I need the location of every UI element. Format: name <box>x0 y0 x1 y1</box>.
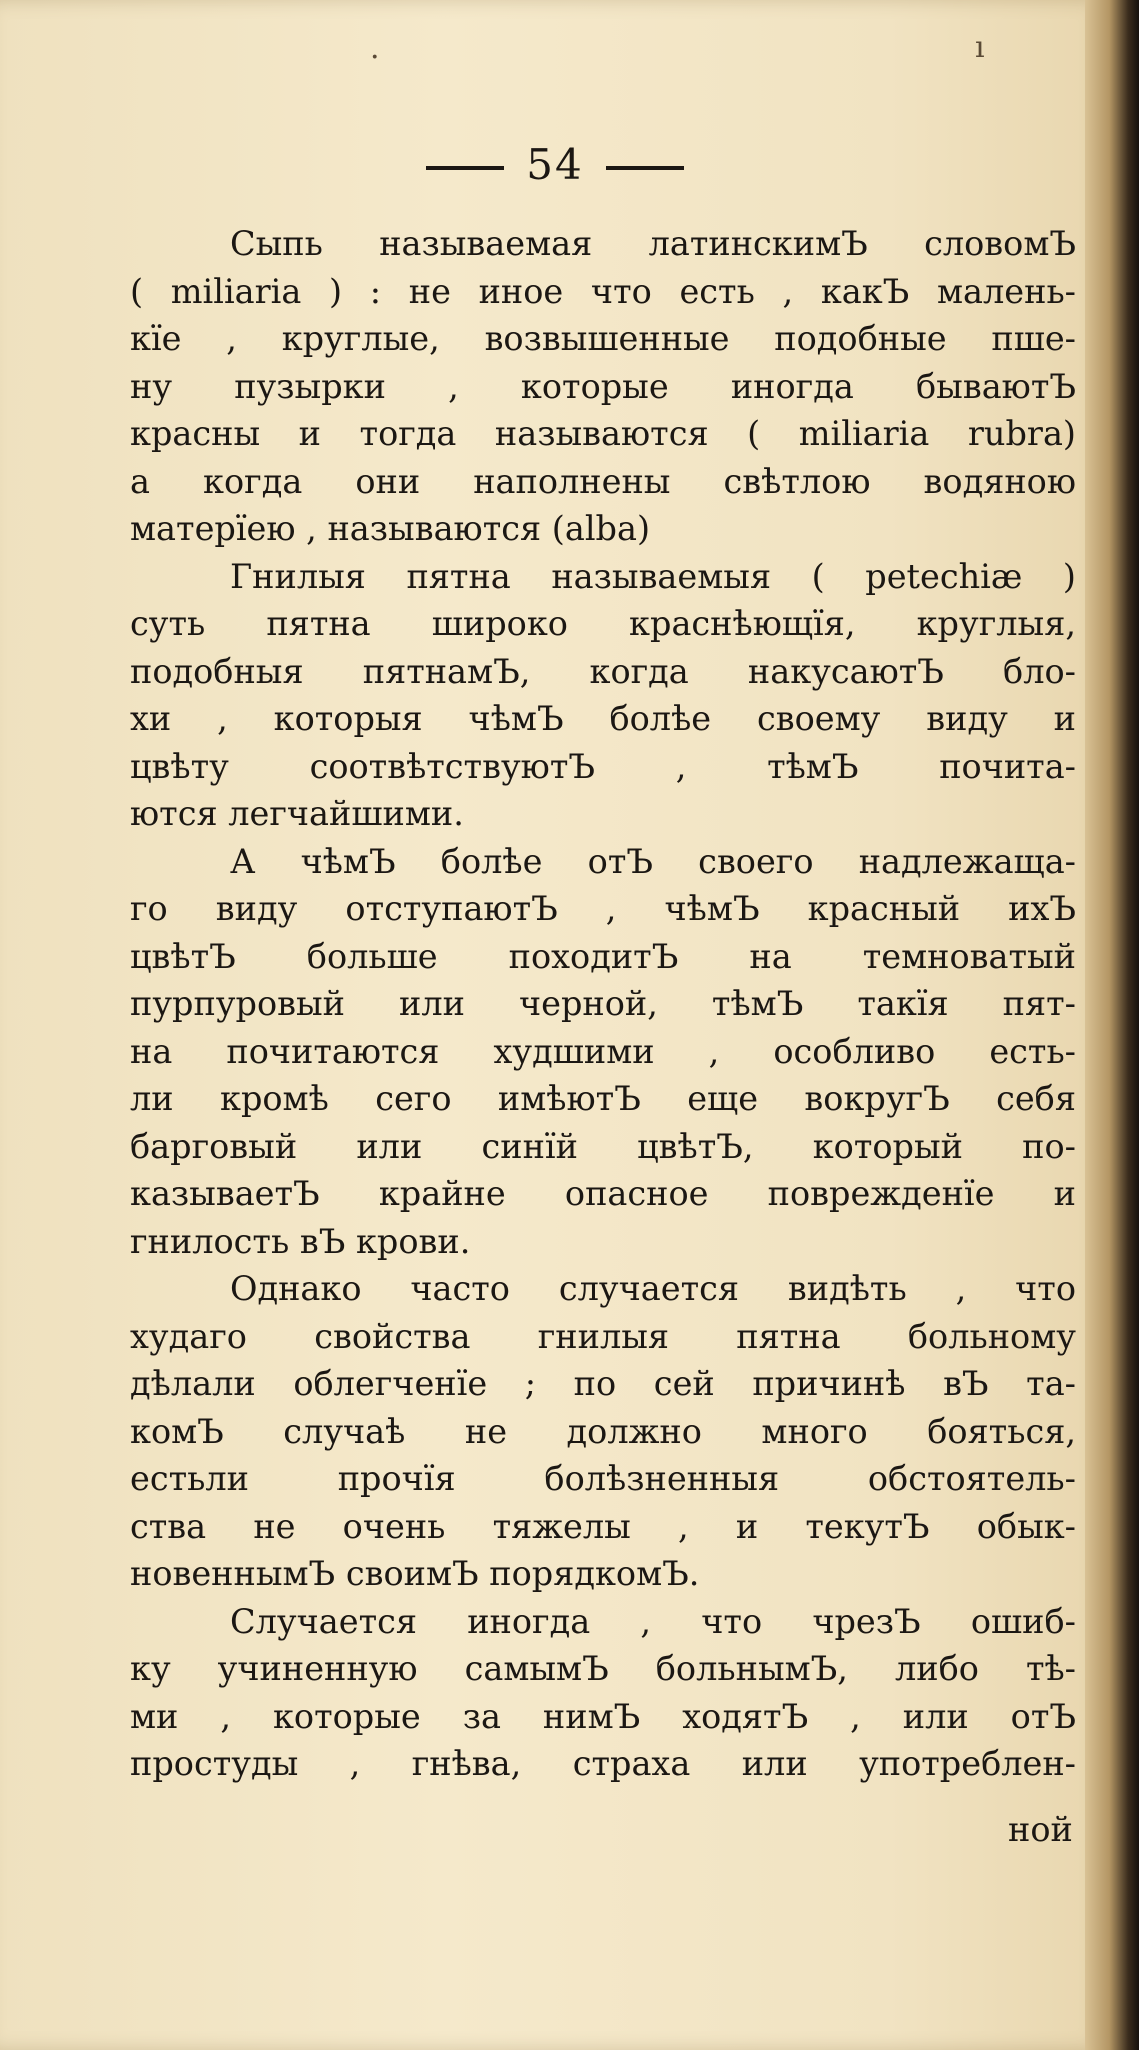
text-line: ку учиненную самымЪ больнымЪ, либо тѣ- <box>130 1649 1076 1688</box>
text-line: Случается иногда , что чрезЪ ошиб- <box>230 1601 1076 1641</box>
right-dash <box>606 166 684 170</box>
text-line: подобныя пятнамЪ, когда накусаютЪ бло- <box>130 651 1076 691</box>
text-line: ( miliaria ) : не иное что есть , какЪ малень- <box>130 271 1076 311</box>
ink-speck: ı <box>975 30 985 65</box>
text-line: кїе , круглые, возвышенные подобные пше- <box>130 319 1076 358</box>
text-line: го виду отступаютЪ , чѣмЪ красный ихЪ <box>130 889 1076 928</box>
text-line: Сыпь называемая латинскимЪ словомЪ <box>230 224 1076 263</box>
text-line: Однако часто случается видѣть , что <box>230 1269 1076 1308</box>
ink-speck: · <box>370 40 380 75</box>
paragraph <box>130 220 1076 553</box>
text-line: а когда они наполнены свѣтлою водяною <box>130 461 1076 501</box>
paragraph <box>130 838 1076 1266</box>
body-text <box>130 220 1076 1788</box>
paragraph <box>130 553 1076 838</box>
text-line: комЪ случаѣ не должно много бояться, <box>130 1411 1076 1451</box>
page-number: 54 <box>526 140 584 189</box>
text-line: пурпуровый или черной, тѣмЪ такїя пят- <box>130 984 1076 1023</box>
text-line: простуды , гнѣва, страха или употреблен- <box>130 1744 1076 1783</box>
text-line: естьли прочїя болѣзненныя обстоятель- <box>130 1459 1076 1498</box>
text-line: гнилость вЪ крови. <box>130 1221 471 1261</box>
catchword: ной <box>1008 1810 1073 1849</box>
text-line: казываетЪ крайне опасное поврежденїе и <box>130 1174 1076 1213</box>
page-number-header <box>0 140 1110 189</box>
text-line: цвѣтЪ больше походитЪ на темноватый <box>130 936 1076 976</box>
text-line: ми , которые за нимЪ ходятЪ , или отЪ <box>130 1696 1076 1736</box>
text-line: Гнилыя пятна называемыя ( petechiæ ) <box>230 556 1076 596</box>
text-line: ли кромѣ сего имѣютЪ еще вокругЪ себя <box>130 1079 1076 1118</box>
page-edge-shadow <box>1085 0 1139 2050</box>
text-line: матерїею , называются (alba) <box>130 509 651 548</box>
text-line: суть пятна широко краснѣющїя, круглыя, <box>130 604 1076 643</box>
text-line: ются легчайшими. <box>130 794 464 833</box>
paragraph <box>130 1598 1076 1788</box>
text-line: красны и тогда называются ( miliaria rubra) <box>130 414 1076 453</box>
text-line: А чѣмЪ болѣе отЪ своего надлежаща- <box>230 841 1076 881</box>
text-line: дѣлали облегченїе ; по сей причинѣ вЪ та- <box>130 1364 1076 1403</box>
text-line: ства не очень тяжелы , и текутЪ обык- <box>130 1506 1076 1546</box>
text-line: цвѣту соотвѣтствуютЪ , тѣмЪ почита- <box>130 746 1076 786</box>
text-line: на почитаются худшими , особливо есть- <box>130 1031 1076 1071</box>
text-line: новеннымЪ своимЪ порядкомЪ. <box>130 1554 700 1593</box>
paragraph <box>130 1265 1076 1598</box>
text-line: хи , которыя чѣмЪ болѣе своему виду и <box>130 699 1076 738</box>
text-line: барговый или синїй цвѣтЪ, который по- <box>130 1126 1076 1166</box>
text-line: ну пузырки , которые иногда бываютЪ <box>130 366 1076 406</box>
text-line: худаго свойства гнилыя пятна больному <box>130 1316 1076 1356</box>
left-dash <box>426 166 504 170</box>
